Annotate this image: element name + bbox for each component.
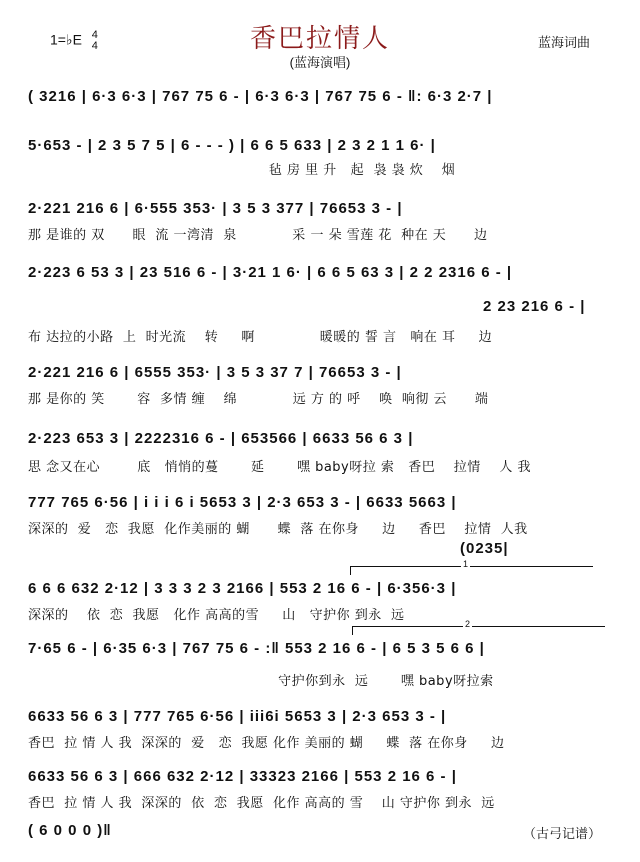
volta-bracket-2: 2 — [352, 626, 605, 635]
notes-line: 7·65 6 - | 6·35 6·3 | 767 75 6 - :‖ 553 2 16 6 - | 6 5 3 5 6 6 | — [28, 640, 485, 657]
notes-line: 2·223 653 3 | 2222316 6 - | 653566 | 6633 56 6 3 | — [28, 430, 414, 447]
key-label: 1=♭E — [50, 31, 82, 48]
transcriber-credit: （古弓记谱） — [523, 826, 602, 841]
notes-line: 2·221 216 6 | 6555 353· | 3 5 3 37 7 | 76653 3 - | — [28, 364, 402, 381]
lyrics-line: 深深的 爱 恋 我愿 化作美丽的 蝴 蝶 落 在你身 边 香巴 拉情 人我 — [28, 522, 528, 537]
notes-line: 6 6 6 632 2·12 | 3 3 3 2 3 2166 | 553 2 16 6 - | 6·356·3 | — [28, 580, 457, 597]
lyrics-line: 那 是谁的 双 眼 流 一湾清 泉 采 一 朵 雪莲 花 种在 天 边 — [28, 228, 488, 243]
pickup-notes: (0235| — [460, 540, 509, 557]
notes-line: 2·221 216 6 | 6·555 353· | 3 5 3 377 | 76653 3 - | — [28, 200, 403, 217]
alt-notes-line: 2 23 216 6 - | — [483, 298, 586, 315]
performer-label: (蓝海演唱) — [289, 55, 351, 70]
lyrics-line: 布 达拉的小路 上 时光流 转 啊 暖暖的 誓 言 响在 耳 边 — [28, 330, 493, 345]
notes-line: 2·223 6 53 3 | 23 516 6 - | 3·21 1 6· | 6 6 5 63 3 | 2 2 2316 6 - | — [28, 264, 513, 281]
composer-label: 蓝海词曲 — [538, 35, 591, 50]
lyrics-line: 深深的 依 恋 我愿 化作 高高的雪 山 守护你 到永 远 — [28, 608, 405, 623]
notes-line: 777 765 6·56 | i i i 6 i 5653 3 | 2·3 653 3 - | 6633 5663 | — [28, 494, 457, 511]
notes-line: ( 6 0 0 0 )‖ — [28, 822, 112, 839]
lyrics-line: 香巴 拉 情 人 我 深深的 爱 恋 我愿 化作 美丽的 蝴 蝶 落 在你身 边 — [28, 736, 505, 751]
time-signature-top: 4 — [91, 29, 98, 41]
volta-bracket-1: 1 — [350, 566, 593, 575]
notes-line: 6633 56 6 3 | 777 765 6·56 | iii6i 5653 3 | 2·3 653 3 - | — [28, 708, 447, 725]
song-title: 香巴拉情人 — [249, 23, 390, 53]
lyrics-line: 毡 房 里 升 起 袅 袅 炊 烟 — [28, 163, 456, 178]
notes-line: 5·653 - | 2 3 5 7 5 | 6 - - - ) | 6 6 5 633 | 2 3 2 1 1 6· | — [28, 137, 436, 154]
time-signature-bottom: 4 — [91, 40, 98, 52]
lyrics-line: 守护你到永 远 嘿 baby呀拉索 — [28, 674, 494, 689]
notes-line: ( 3216 | 6·3 6·3 | 767 75 6 - | 6·3 6·3 | 767 75 6 - ‖: 6·3 2·7 | — [28, 88, 493, 105]
lyrics-line: 那 是你的 笑 容 多情 缠 绵 远 方 的 呼 唤 响彻 云 端 — [28, 392, 489, 407]
lyrics-line: 思 念又在心 底 悄悄的蔓 延 嘿 baby呀拉 索 香巴 拉情 人 我 — [28, 460, 531, 475]
lyrics-line: 香巴 拉 情 人 我 深深的 依 恋 我愿 化作 高高的 雪 山 守护你 到永 远 — [28, 796, 495, 811]
notes-line: 6633 56 6 3 | 666 632 2·12 | 33323 2166 | 553 2 16 6 - | — [28, 768, 457, 785]
